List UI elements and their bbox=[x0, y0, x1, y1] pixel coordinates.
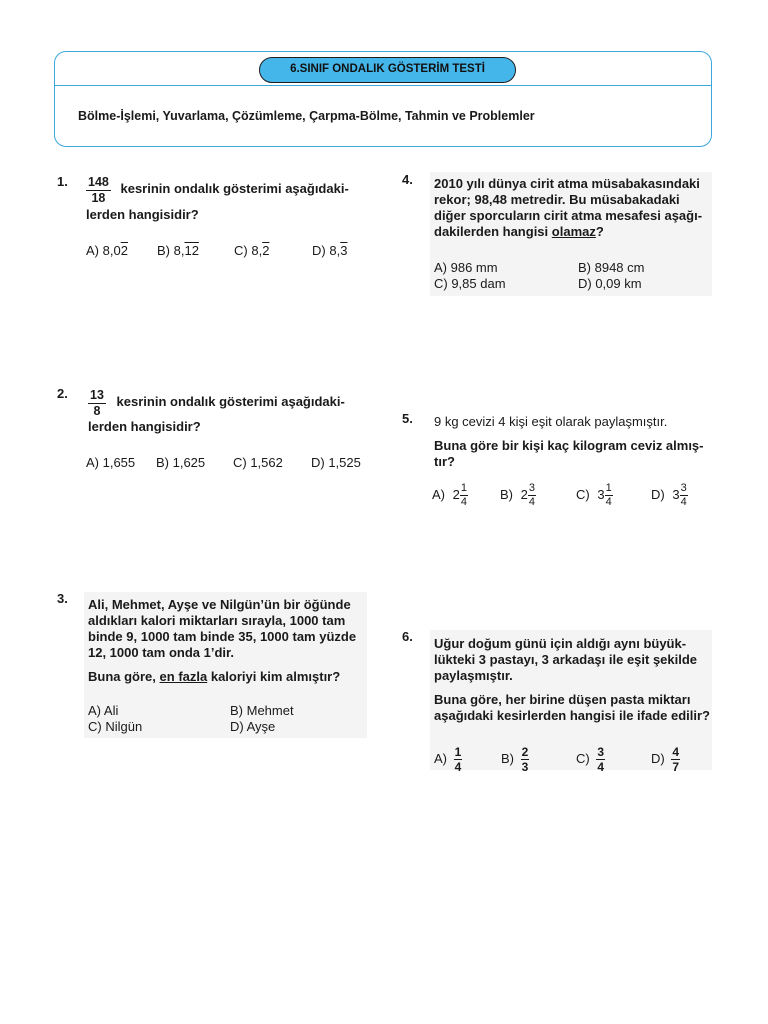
header-divider bbox=[55, 85, 711, 86]
option-a[interactable]: A) 1,655 bbox=[86, 455, 136, 470]
question-text: aldıkları kalori miktarları sırayla, 1000 tam bbox=[88, 613, 346, 628]
question-text: lerden hangisidir? bbox=[88, 419, 201, 434]
option-value: 8, bbox=[173, 243, 185, 258]
option-c[interactable]: C) 1,562 bbox=[233, 455, 283, 470]
question-text: lerden hangisidir? bbox=[86, 207, 199, 222]
option-label: C) bbox=[576, 750, 590, 766]
fraction-denominator: 4 bbox=[597, 760, 605, 774]
question-prompt bbox=[434, 224, 604, 240]
option-a[interactable]: A) 986 mm bbox=[434, 260, 498, 275]
fraction bbox=[460, 483, 468, 508]
option-label: D) bbox=[651, 750, 665, 766]
question-text: 2010 yılı dünya cirit atma müsabakasındaki bbox=[434, 176, 700, 191]
fraction-numerator: 1 bbox=[605, 482, 612, 494]
option-b[interactable] bbox=[501, 746, 529, 773]
fraction-numerator: 3 bbox=[528, 482, 535, 494]
fraction-denominator: 4 bbox=[460, 496, 467, 508]
option-c[interactable]: C) 9,85 dam bbox=[434, 276, 506, 291]
repeating-digits: 2 bbox=[262, 243, 270, 258]
question-prompt: tır? bbox=[434, 454, 455, 469]
option-d[interactable]: D) 1,525 bbox=[311, 455, 361, 470]
fraction bbox=[528, 483, 536, 508]
question-stem bbox=[86, 176, 349, 204]
question-text: 12, 1000 tam onda 1’dir. bbox=[88, 645, 234, 660]
question-number: 4. bbox=[402, 172, 413, 187]
fraction-numerator: 1 bbox=[454, 745, 462, 759]
test-title: 6.SINIF ONDALIK GÖSTERİM TESTİ bbox=[259, 57, 516, 83]
option-label: A) bbox=[432, 486, 445, 502]
fraction bbox=[680, 483, 688, 508]
prompt-text: ? bbox=[595, 224, 604, 239]
fraction-denominator: 4 bbox=[528, 496, 535, 508]
fraction-numerator: 2 bbox=[521, 745, 529, 759]
question-text: paylaşmıştır. bbox=[434, 668, 513, 683]
option-d[interactable]: D) Ayşe bbox=[230, 719, 276, 734]
fraction-numerator: 1 bbox=[460, 482, 467, 494]
fraction-denominator: 18 bbox=[91, 190, 106, 205]
option-c[interactable] bbox=[234, 243, 269, 258]
option-label: C) bbox=[234, 243, 248, 258]
option-label: B) bbox=[500, 486, 513, 502]
question-prompt bbox=[88, 669, 340, 685]
fraction bbox=[596, 746, 605, 773]
question-text: kesrinin ondalık gösterimi aşağıdaki- bbox=[120, 181, 349, 197]
fraction-denominator: 4 bbox=[605, 496, 612, 508]
option-c[interactable] bbox=[576, 746, 605, 773]
option-value: 8, bbox=[251, 243, 263, 258]
option-d[interactable] bbox=[651, 483, 688, 508]
emphasis-text: olamaz bbox=[551, 224, 596, 239]
question-text: kesrinin ondalık gösterimi aşağıdaki- bbox=[116, 394, 345, 410]
fraction bbox=[86, 176, 111, 204]
option-a[interactable]: A) Ali bbox=[88, 703, 119, 718]
question-number: 1. bbox=[57, 174, 68, 189]
fraction-numerator: 3 bbox=[597, 745, 605, 759]
question-prompt: aşağıdaki kesirlerden hangisi ile ifade edilir? bbox=[434, 708, 710, 723]
question-number: 6. bbox=[402, 629, 413, 644]
fraction bbox=[521, 746, 530, 773]
question-number: 2. bbox=[57, 386, 68, 401]
question-number: 3. bbox=[57, 591, 68, 606]
question-prompt: Buna göre, her birine düşen pasta miktarı bbox=[434, 692, 691, 707]
fraction-denominator: 3 bbox=[521, 760, 529, 774]
prompt-text: Buna göre, bbox=[88, 669, 156, 684]
option-c[interactable] bbox=[576, 483, 613, 508]
option-label: C) bbox=[576, 486, 590, 502]
option-a[interactable] bbox=[434, 746, 462, 773]
test-subtitle: Bölme-İşlemi, Yuvarlama, Çözümleme, Çarpma-Bölme, Tahmin ve Problemler bbox=[78, 109, 535, 123]
question-prompt: Buna göre bir kişi kaç kilogram ceviz almış- bbox=[434, 438, 704, 453]
whole-number: 3 bbox=[597, 486, 605, 502]
option-label: D) bbox=[651, 486, 665, 502]
option-value: 8,0 bbox=[102, 243, 121, 258]
question-text: diğer sporcuların cirit atma mesafesi aşağı- bbox=[434, 208, 703, 223]
question-text: rekor; 98,48 metredir. Bu müsabakadaki bbox=[434, 192, 680, 207]
fraction bbox=[88, 389, 106, 417]
option-d[interactable] bbox=[312, 243, 347, 258]
option-value: 8, bbox=[329, 243, 341, 258]
question-text: Uğur doğum günü için aldığı aynı büyük- bbox=[434, 636, 687, 651]
option-label: A) bbox=[86, 243, 99, 258]
option-label: A) bbox=[434, 750, 447, 766]
option-b[interactable] bbox=[500, 483, 536, 508]
option-b[interactable]: B) Mehmet bbox=[230, 703, 294, 718]
fraction-denominator: 8 bbox=[93, 403, 101, 418]
whole-number: 3 bbox=[672, 486, 680, 502]
fraction-numerator: 4 bbox=[672, 745, 680, 759]
fraction-numerator: 3 bbox=[680, 482, 687, 494]
fraction-denominator: 4 bbox=[680, 496, 687, 508]
fraction-numerator: 13 bbox=[90, 388, 104, 402]
option-d[interactable] bbox=[651, 746, 680, 773]
prompt-text: kaloriyi kim almıştır? bbox=[210, 669, 341, 684]
question-text: 9 kg cevizi 4 kişi eşit olarak paylaşmıştır. bbox=[434, 414, 668, 429]
whole-number: 2 bbox=[520, 486, 528, 502]
question-number: 5. bbox=[402, 411, 413, 426]
emphasis-text: en fazla bbox=[159, 669, 208, 684]
fraction bbox=[454, 746, 463, 773]
option-d[interactable]: D) 0,09 km bbox=[578, 276, 642, 291]
question-text: binde 9, 1000 tam binde 35, 1000 tam yüzde bbox=[88, 629, 357, 644]
question-stem bbox=[88, 389, 345, 417]
option-label: B) bbox=[157, 243, 170, 258]
fraction-numerator: 148 bbox=[88, 175, 109, 189]
option-label: B) bbox=[501, 750, 514, 766]
option-label: D) bbox=[312, 243, 326, 258]
option-b[interactable] bbox=[157, 243, 199, 258]
repeating-digits: 2 bbox=[120, 243, 128, 258]
fraction bbox=[605, 483, 613, 508]
option-b[interactable]: B) 8948 cm bbox=[578, 260, 645, 275]
option-a[interactable] bbox=[432, 483, 468, 508]
fraction-denominator: 7 bbox=[672, 760, 680, 774]
fraction-denominator: 4 bbox=[454, 760, 462, 774]
option-c[interactable]: C) Nilgün bbox=[88, 719, 143, 734]
option-b[interactable]: B) 1,625 bbox=[156, 455, 206, 470]
option-a[interactable] bbox=[86, 243, 128, 258]
fraction bbox=[671, 746, 680, 773]
prompt-text: dakilerden hangisi bbox=[434, 224, 549, 239]
question-text: lükteki 3 pastayı, 3 arkadaşı ile eşit şekilde bbox=[434, 652, 698, 667]
repeating-digits: 12 bbox=[184, 243, 199, 258]
repeating-digits: 3 bbox=[340, 243, 348, 258]
test-header bbox=[54, 51, 712, 147]
question-text: Ali, Mehmet, Ayşe ve Nilgün’ün bir öğünde bbox=[88, 597, 351, 612]
whole-number: 2 bbox=[452, 486, 460, 502]
